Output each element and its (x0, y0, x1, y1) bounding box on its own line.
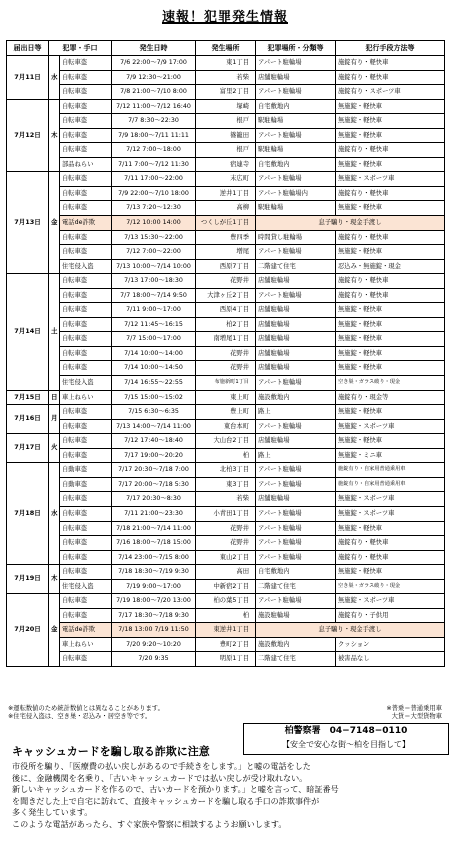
place-cell: 柏の葉5丁目 (196, 594, 256, 609)
place-cell: 花野井 (196, 521, 256, 536)
crime-type-cell: 車上ねらい (60, 637, 112, 652)
crime-type-cell: 自転車盗 (60, 230, 112, 245)
crime-type-cell: 自転車盗 (60, 288, 112, 303)
table-row (7, 492, 445, 507)
table-row (7, 448, 445, 463)
time-cell: 7/9 18:00〜7/11 11:11 (112, 128, 196, 143)
table-row (7, 114, 445, 129)
time-cell: 7/7 15:00〜17:00 (112, 332, 196, 347)
table-row (7, 579, 445, 594)
crime-type-cell: 自転車盗 (60, 303, 112, 318)
time-cell: 7/19 9:00〜17:00 (112, 579, 196, 594)
date-cell: 7月18日 (7, 463, 49, 565)
header-method: 犯行手段方法等 (336, 41, 445, 56)
category-cell: 時間貸し駐輪場 (256, 230, 336, 245)
table-row (7, 390, 445, 405)
place-cell: 東上町 (196, 390, 256, 405)
date-cell: 7月15日 (7, 390, 49, 405)
crime-table (6, 40, 445, 667)
category-cell: 二階建て住宅 (256, 579, 336, 594)
crime-type-cell: 自転車盗 (60, 550, 112, 565)
time-cell: 7/17 20:30〜7/18 7:00 (112, 463, 196, 478)
time-cell: 7/17 18:30〜7/18 9:30 (112, 608, 196, 623)
time-cell: 7/18 21:00〜7/14 11:00 (112, 521, 196, 536)
place-cell: 塚崎 (196, 99, 256, 114)
date-cell: 7月19日 (7, 565, 49, 594)
place-cell: 東台本町 (196, 419, 256, 434)
time-cell: 7/9 12:30〜21:00 (112, 70, 196, 85)
date-cell: 7月14日 (7, 274, 49, 390)
category-cell: アパート駐輪場 (256, 172, 336, 187)
table-header-row (7, 41, 445, 56)
category-cell: アパート駐輪場 (256, 245, 336, 260)
header-category: 犯罪場所・分類等 (256, 41, 336, 56)
time-cell: 7/14 10:00〜14:00 (112, 346, 196, 361)
warning-line: を聞きだした上で自宅に訪れて、直接キャッシュカードを騙し取る手口の詐欺事件が (12, 795, 320, 806)
method-cell: 施錠有り・軽快車 (336, 550, 445, 565)
method-cell: 無施錠・スポーツ車 (336, 172, 445, 187)
place-cell: 若柴 (196, 492, 256, 507)
category-cell: アパート駐輪場 (256, 288, 336, 303)
time-cell: 7/12 17:40〜18:40 (112, 434, 196, 449)
crime-type-cell: 部品ねらい (60, 157, 112, 172)
category-cell: 店舗駐輪場 (256, 274, 336, 289)
table-row (7, 477, 445, 492)
header-place: 発生場所 (196, 41, 256, 56)
table-row (7, 245, 445, 260)
table-row (7, 157, 445, 172)
table-row (7, 85, 445, 100)
header-date: 届出日等 (7, 41, 49, 56)
time-cell: 7/12 11:00〜7/12 16:40 (112, 99, 196, 114)
method-merged-cell: 息子騙り・現金手渡し (256, 216, 445, 231)
place-cell: 花野井 (196, 536, 256, 551)
table-row (7, 565, 445, 580)
warning-line: 新しいキャッシュカードを作るので、古いカードを預かります。」と嘘を言って、暗証番号 (12, 784, 339, 794)
crime-type-cell: 自転車盗 (60, 114, 112, 129)
category-cell: 路上 (256, 448, 336, 463)
method-cell: 無施錠・軽快車 (336, 434, 445, 449)
place-cell: 逆井1丁目 (196, 186, 256, 201)
weekday-cell: 水 (49, 463, 60, 565)
method-cell: 施錠有り・軽快車 (336, 56, 445, 71)
category-cell: アパート駐輪場 (256, 594, 336, 609)
table-row (7, 594, 445, 609)
method-cell: 無施錠・軽快車 (336, 99, 445, 114)
time-cell: 7/12 7:00〜22:00 (112, 245, 196, 260)
table-row (7, 99, 445, 114)
crime-type-cell: 住宅侵入盗 (60, 376, 112, 391)
table-row (7, 463, 445, 478)
crime-type-cell: 自転車盗 (60, 361, 112, 376)
time-cell: 7/6 22:00〜7/9 17:00 (112, 56, 196, 71)
category-cell: 二階建て住宅 (256, 652, 336, 667)
category-cell: 二階建て住宅 (256, 259, 336, 274)
time-cell: 7/11 7:00〜7/12 11:30 (112, 157, 196, 172)
crime-type-cell: 自転車盗 (60, 317, 112, 332)
crime-type-cell: 住宅侵入盗 (60, 579, 112, 594)
time-cell: 7/7 18:00〜7/14 9:50 (112, 288, 196, 303)
crime-type-cell: 自転車盗 (60, 448, 112, 463)
time-cell: 7/20 9:20〜10:20 (112, 637, 196, 652)
table-row (7, 419, 445, 434)
method-cell: 無施錠・スポーツ車 (336, 506, 445, 521)
time-cell: 7/12 7:00〜18:00 (112, 143, 196, 158)
time-cell: 7/8 21:00〜7/10 8:00 (112, 85, 196, 100)
crime-type-cell: 電話de詐欺 (60, 623, 112, 638)
table-row (7, 346, 445, 361)
time-cell: 7/12 11:45〜16:15 (112, 317, 196, 332)
place-cell: 豊上町 (196, 405, 256, 420)
crime-type-cell: 自転車盗 (60, 419, 112, 434)
crime-type-cell: 住宅侵入盗 (60, 259, 112, 274)
method-cell: 無施錠・軽快車 (336, 128, 445, 143)
category-cell: アパート駐輪場 (256, 506, 336, 521)
category-cell: 店舗駐輪場 (256, 332, 336, 347)
place-cell: 柏2丁目 (196, 317, 256, 332)
method-cell: 無施錠・スポーツ車 (336, 492, 445, 507)
header-type: 犯罪・手口 (49, 41, 112, 56)
time-cell: 7/13 7:20〜12:30 (112, 201, 196, 216)
place-cell: 柏 (196, 608, 256, 623)
place-cell: 若柴 (196, 70, 256, 85)
category-cell: 自宅敷地内 (256, 157, 336, 172)
weekday-cell: 日 (49, 390, 60, 405)
place-cell: 大山台2丁目 (196, 434, 256, 449)
table-row (7, 550, 445, 565)
category-cell: アパート駐輪場 (256, 419, 336, 434)
category-cell: アパート駐輪場 (256, 56, 336, 71)
method-cell: 施錠有り・軽快車 (336, 536, 445, 551)
time-cell: 7/15 15:00〜15:02 (112, 390, 196, 405)
category-cell: 店舗駐輪場 (256, 303, 336, 318)
method-cell: 空き巣・ガラス破り・現金 (336, 579, 445, 594)
place-cell: 豊町2丁目 (196, 637, 256, 652)
method-cell: 無施錠・スポーツ車 (336, 594, 445, 609)
place-cell: 高柳 (196, 201, 256, 216)
method-cell: 施錠有り・子供用 (336, 608, 445, 623)
time-cell: 7/12 10:00 14:00 (112, 216, 196, 231)
method-cell: 施錠有り・軽快車 (336, 230, 445, 245)
category-cell: 施設敷地内 (256, 390, 336, 405)
table-row (7, 637, 445, 652)
legend-notes (386, 705, 442, 721)
method-cell: 無施錠・軽快車 (336, 201, 445, 216)
category-cell: 店舗駐輪場 (256, 346, 336, 361)
footnote: ※住宅侵入盗は、空き巣・忍込み・居空き等です。 (8, 713, 152, 720)
table-row (7, 608, 445, 623)
method-cell: 施錠有り・現金等 (336, 390, 445, 405)
table-row (7, 216, 445, 231)
place-cell: つくしが丘1丁目 (196, 216, 256, 231)
category-cell: アパート駐輪場 (256, 521, 336, 536)
table-row (7, 201, 445, 216)
method-cell: 無施錠・軽快車 (336, 317, 445, 332)
table-row (7, 70, 445, 85)
crime-type-cell: 自転車盗 (60, 405, 112, 420)
place-cell: 花野井 (196, 361, 256, 376)
table-row (7, 332, 445, 347)
weekday-cell: 木 (49, 565, 60, 594)
category-cell: 施設駐輪場 (256, 608, 336, 623)
category-cell: アパート駐輪場 (256, 376, 336, 391)
method-merged-cell: 息子騙り・現金手渡し (256, 623, 445, 638)
crime-type-cell: 自転車盗 (60, 434, 112, 449)
category-cell: アパート駐輪場 (256, 128, 336, 143)
table-row (7, 376, 445, 391)
time-cell: 7/17 20:30〜8:30 (112, 492, 196, 507)
method-cell: 無施錠・軽快車 (336, 565, 445, 580)
date-cell: 7月17日 (7, 434, 49, 463)
weekday-cell: 金 (49, 172, 60, 274)
method-cell: 施錠有り・軽快車 (336, 288, 445, 303)
table-row (7, 172, 445, 187)
crime-type-cell: 自転車盗 (60, 565, 112, 580)
crime-type-cell: 自転車盗 (60, 332, 112, 347)
weekday-cell: 火 (49, 434, 60, 463)
crime-type-cell: 自転車盗 (60, 201, 112, 216)
method-cell: 施錠有り・自家用普通乗用車 (336, 477, 445, 492)
crime-type-cell: 自転車盗 (60, 521, 112, 536)
warning-line: このような電話があったら、すぐ家族や警察に相談するようお願いします。 (12, 818, 287, 829)
date-cell: 7月16日 (7, 405, 49, 434)
crime-type-cell: 自転車盗 (60, 608, 112, 623)
weekday-cell: 月 (49, 405, 60, 434)
category-cell: 駅駐輪場 (256, 201, 336, 216)
time-cell: 7/20 9:35 (112, 652, 196, 667)
place-cell: 花野井 (196, 274, 256, 289)
place-cell: 末広町 (196, 172, 256, 187)
method-cell: 無施錠・軽快車 (336, 361, 445, 376)
place-cell: 花野井 (196, 346, 256, 361)
method-cell: 無施錠・軽快車 (336, 114, 445, 129)
category-cell: 店舗駐輪場 (256, 70, 336, 85)
place-cell: 中新宿2丁目 (196, 579, 256, 594)
method-cell: クッション (336, 637, 445, 652)
time-cell: 7/7 8:30〜22:30 (112, 114, 196, 129)
time-cell: 7/16 18:00〜7/18 15:00 (112, 536, 196, 551)
time-cell: 7/11 17:00〜22:00 (112, 172, 196, 187)
time-cell: 7/19 18:00〜7/20 13:00 (112, 594, 196, 609)
category-cell: 駅駐輪場 (256, 114, 336, 129)
place-cell: 布施新町1丁目 (196, 376, 256, 391)
category-cell: 施設敷地内 (256, 637, 336, 652)
category-cell: 路上 (256, 405, 336, 420)
category-cell: 自宅敷地内 (256, 99, 336, 114)
place-cell: 柏 (196, 448, 256, 463)
header-time: 発生日時 (112, 41, 196, 56)
method-cell: 無施錠・軽快車 (336, 157, 445, 172)
warning-line: 多く発生しています。 (12, 807, 93, 817)
crime-type-cell: 自転車盗 (60, 346, 112, 361)
method-cell: 無施錠・軽快車 (336, 521, 445, 536)
time-cell: 7/17 19:00〜20:20 (112, 448, 196, 463)
method-cell: 空き巣・ガラス破り・現金 (336, 376, 445, 391)
table-row (7, 303, 445, 318)
crime-type-cell: 自転車盗 (60, 274, 112, 289)
time-cell: 7/11 21:00〜23:30 (112, 506, 196, 521)
method-cell: 無施錠・軽快車 (336, 303, 445, 318)
table-row (7, 506, 445, 521)
table-row (7, 405, 445, 420)
place-cell: 篠籠田 (196, 128, 256, 143)
crime-type-cell: 自転車盗 (60, 70, 112, 85)
time-cell: 7/13 14:00〜7/14 11:00 (112, 419, 196, 434)
place-cell: 西原7丁目 (196, 259, 256, 274)
place-cell: 小青田1丁目 (196, 506, 256, 521)
legend-note: 大貨＝大型貨物車 (391, 713, 442, 720)
table-row (7, 143, 445, 158)
table-row (7, 521, 445, 536)
table-row (7, 288, 445, 303)
footnotes (8, 705, 164, 721)
table-row (7, 434, 445, 449)
method-cell: 施錠有り・軽快車 (336, 274, 445, 289)
time-cell: 7/9 22:00〜7/10 18:00 (112, 186, 196, 201)
crime-type-cell: 自転車盗 (60, 85, 112, 100)
time-cell: 7/17 20:00〜7/18 5:30 (112, 477, 196, 492)
place-cell: 東山2丁目 (196, 550, 256, 565)
category-cell: アパート駐輪場 (256, 550, 336, 565)
place-cell: 豊四季 (196, 230, 256, 245)
date-cell: 7月13日 (7, 172, 49, 274)
category-cell: アパート駐輪場 (256, 536, 336, 551)
place-cell: 明原1丁目 (196, 652, 256, 667)
legend-note: ※普乗＝普通乗用車 (386, 705, 442, 712)
time-cell: 7/14 10:00〜14:50 (112, 361, 196, 376)
table-row (7, 274, 445, 289)
table-row (7, 652, 445, 667)
crime-type-cell: 自転車盗 (60, 128, 112, 143)
place-cell: 東逆井1丁目 (196, 623, 256, 638)
category-cell: アパート駐輪場 (256, 85, 336, 100)
table-row (7, 230, 445, 245)
category-cell: アパート駐輪場 (256, 463, 336, 478)
place-cell: 高田 (196, 565, 256, 580)
crime-type-cell: 自動車盗 (60, 463, 112, 478)
table-row (7, 317, 445, 332)
crime-type-cell: 車上ねらい (60, 390, 112, 405)
crime-type-cell: 自動車盗 (60, 477, 112, 492)
weekday-cell: 木 (49, 99, 60, 172)
method-cell: 無施錠・スポーツ車 (336, 419, 445, 434)
place-cell: 宿連寺 (196, 157, 256, 172)
place-cell: 北柏3丁目 (196, 463, 256, 478)
date-cell: 7月12日 (7, 99, 49, 172)
table-row (7, 623, 445, 638)
weekday-cell: 土 (49, 274, 60, 390)
crime-type-cell: 自転車盗 (60, 594, 112, 609)
category-cell: アパート駐輪場 (256, 477, 336, 492)
method-cell: 無施錠・軽快車 (336, 245, 445, 260)
crime-type-cell: 自転車盗 (60, 56, 112, 71)
method-cell: 被害品なし (336, 652, 445, 667)
place-cell: 根戸 (196, 114, 256, 129)
time-cell: 7/13 15:30〜22:00 (112, 230, 196, 245)
crime-type-cell: 自転車盗 (60, 536, 112, 551)
crime-type-cell: 自転車盗 (60, 245, 112, 260)
category-cell: 店舗駐輪場 (256, 434, 336, 449)
place-cell: 富里2丁目 (196, 85, 256, 100)
warning-body (12, 761, 444, 830)
place-cell: 根戸 (196, 143, 256, 158)
category-cell: 店舗駐輪場 (256, 317, 336, 332)
crime-type-cell: 自転車盗 (60, 172, 112, 187)
category-cell: 店舗駐輪場 (256, 361, 336, 376)
police-slogan: 【安全で安心な街〜柏を目指して】 (282, 740, 410, 749)
place-cell: 大津ヶ丘2丁目 (196, 288, 256, 303)
table-row (7, 186, 445, 201)
time-cell: 7/18 13:00 7/19 11:50 (112, 623, 196, 638)
time-cell: 7/14 16:55〜22:55 (112, 376, 196, 391)
method-cell: 施錠有り・軽快車 (336, 186, 445, 201)
method-cell: 無施錠・軽快車 (336, 332, 445, 347)
time-cell: 7/15 6:30〜6:35 (112, 405, 196, 420)
crime-type-cell: 自転車盗 (60, 506, 112, 521)
weekday-cell: 金 (49, 594, 60, 667)
table-row (7, 128, 445, 143)
crime-type-cell: 自転車盗 (60, 652, 112, 667)
method-cell: 施錠有り・自家用普通乗用車 (336, 463, 445, 478)
table-row (7, 56, 445, 71)
time-cell: 7/11 9:00〜17:00 (112, 303, 196, 318)
crime-type-cell: 自転車盗 (60, 492, 112, 507)
police-contact-box (243, 723, 449, 755)
crime-type-cell: 電話de詐欺 (60, 216, 112, 231)
time-cell: 7/14 23:00〜7/15 8:00 (112, 550, 196, 565)
table-row (7, 259, 445, 274)
warning-title: キャッシュカードを騙し取る詐欺に注意 (12, 745, 210, 758)
place-cell: 東3丁目 (196, 477, 256, 492)
method-cell: 無施錠・ミニ車 (336, 448, 445, 463)
category-cell: アパート駐輪場内 (256, 186, 336, 201)
crime-type-cell: 自転車盗 (60, 186, 112, 201)
date-cell: 7月11日 (7, 56, 49, 100)
place-cell: 南増尾1丁目 (196, 332, 256, 347)
method-cell: 無施錠・軽快車 (336, 405, 445, 420)
category-cell: 店舗駐輪場 (256, 492, 336, 507)
category-cell: 自宅敷地内 (256, 565, 336, 580)
page-title: 速報！犯罪発生情報 (161, 10, 288, 25)
time-cell: 7/18 18:30〜7/19 9:30 (112, 565, 196, 580)
method-cell: 施錠有り・軽快車 (336, 70, 445, 85)
method-cell: 施錠有り・軽快車 (336, 143, 445, 158)
time-cell: 7/13 10:00〜7/14 10:00 (112, 259, 196, 274)
police-name: 柏警察署 04−7148−0110 (284, 726, 408, 736)
place-cell: 増尾 (196, 245, 256, 260)
crime-type-cell: 自転車盗 (60, 143, 112, 158)
table-row (7, 361, 445, 376)
date-cell: 7月20日 (7, 594, 49, 667)
method-cell: 無施錠・軽快車 (336, 346, 445, 361)
warning-line: 市役所を騙り、「医療費の払い戻しがあるので手続きをします。」と嘘の電話をした (12, 761, 311, 771)
weekday-cell: 水 (49, 56, 60, 100)
place-cell: 西原4丁目 (196, 303, 256, 318)
category-cell: 駅駐輪場 (256, 143, 336, 158)
table-row (7, 536, 445, 551)
method-cell: 忍込み・無施錠・現金 (336, 259, 445, 274)
crime-type-cell: 自転車盗 (60, 99, 112, 114)
time-cell: 7/13 17:00〜18:30 (112, 274, 196, 289)
method-cell: 施錠有り・スポーツ車 (336, 85, 445, 100)
warning-line: 後に、金融機関を名乗り、「古いキャッシュカードでは払い戻しが受け取れない。 (12, 772, 308, 783)
place-cell: 東1丁目 (196, 56, 256, 71)
footnote: ※運転数値のため統計数値とは異なることがあります。 (8, 705, 164, 712)
